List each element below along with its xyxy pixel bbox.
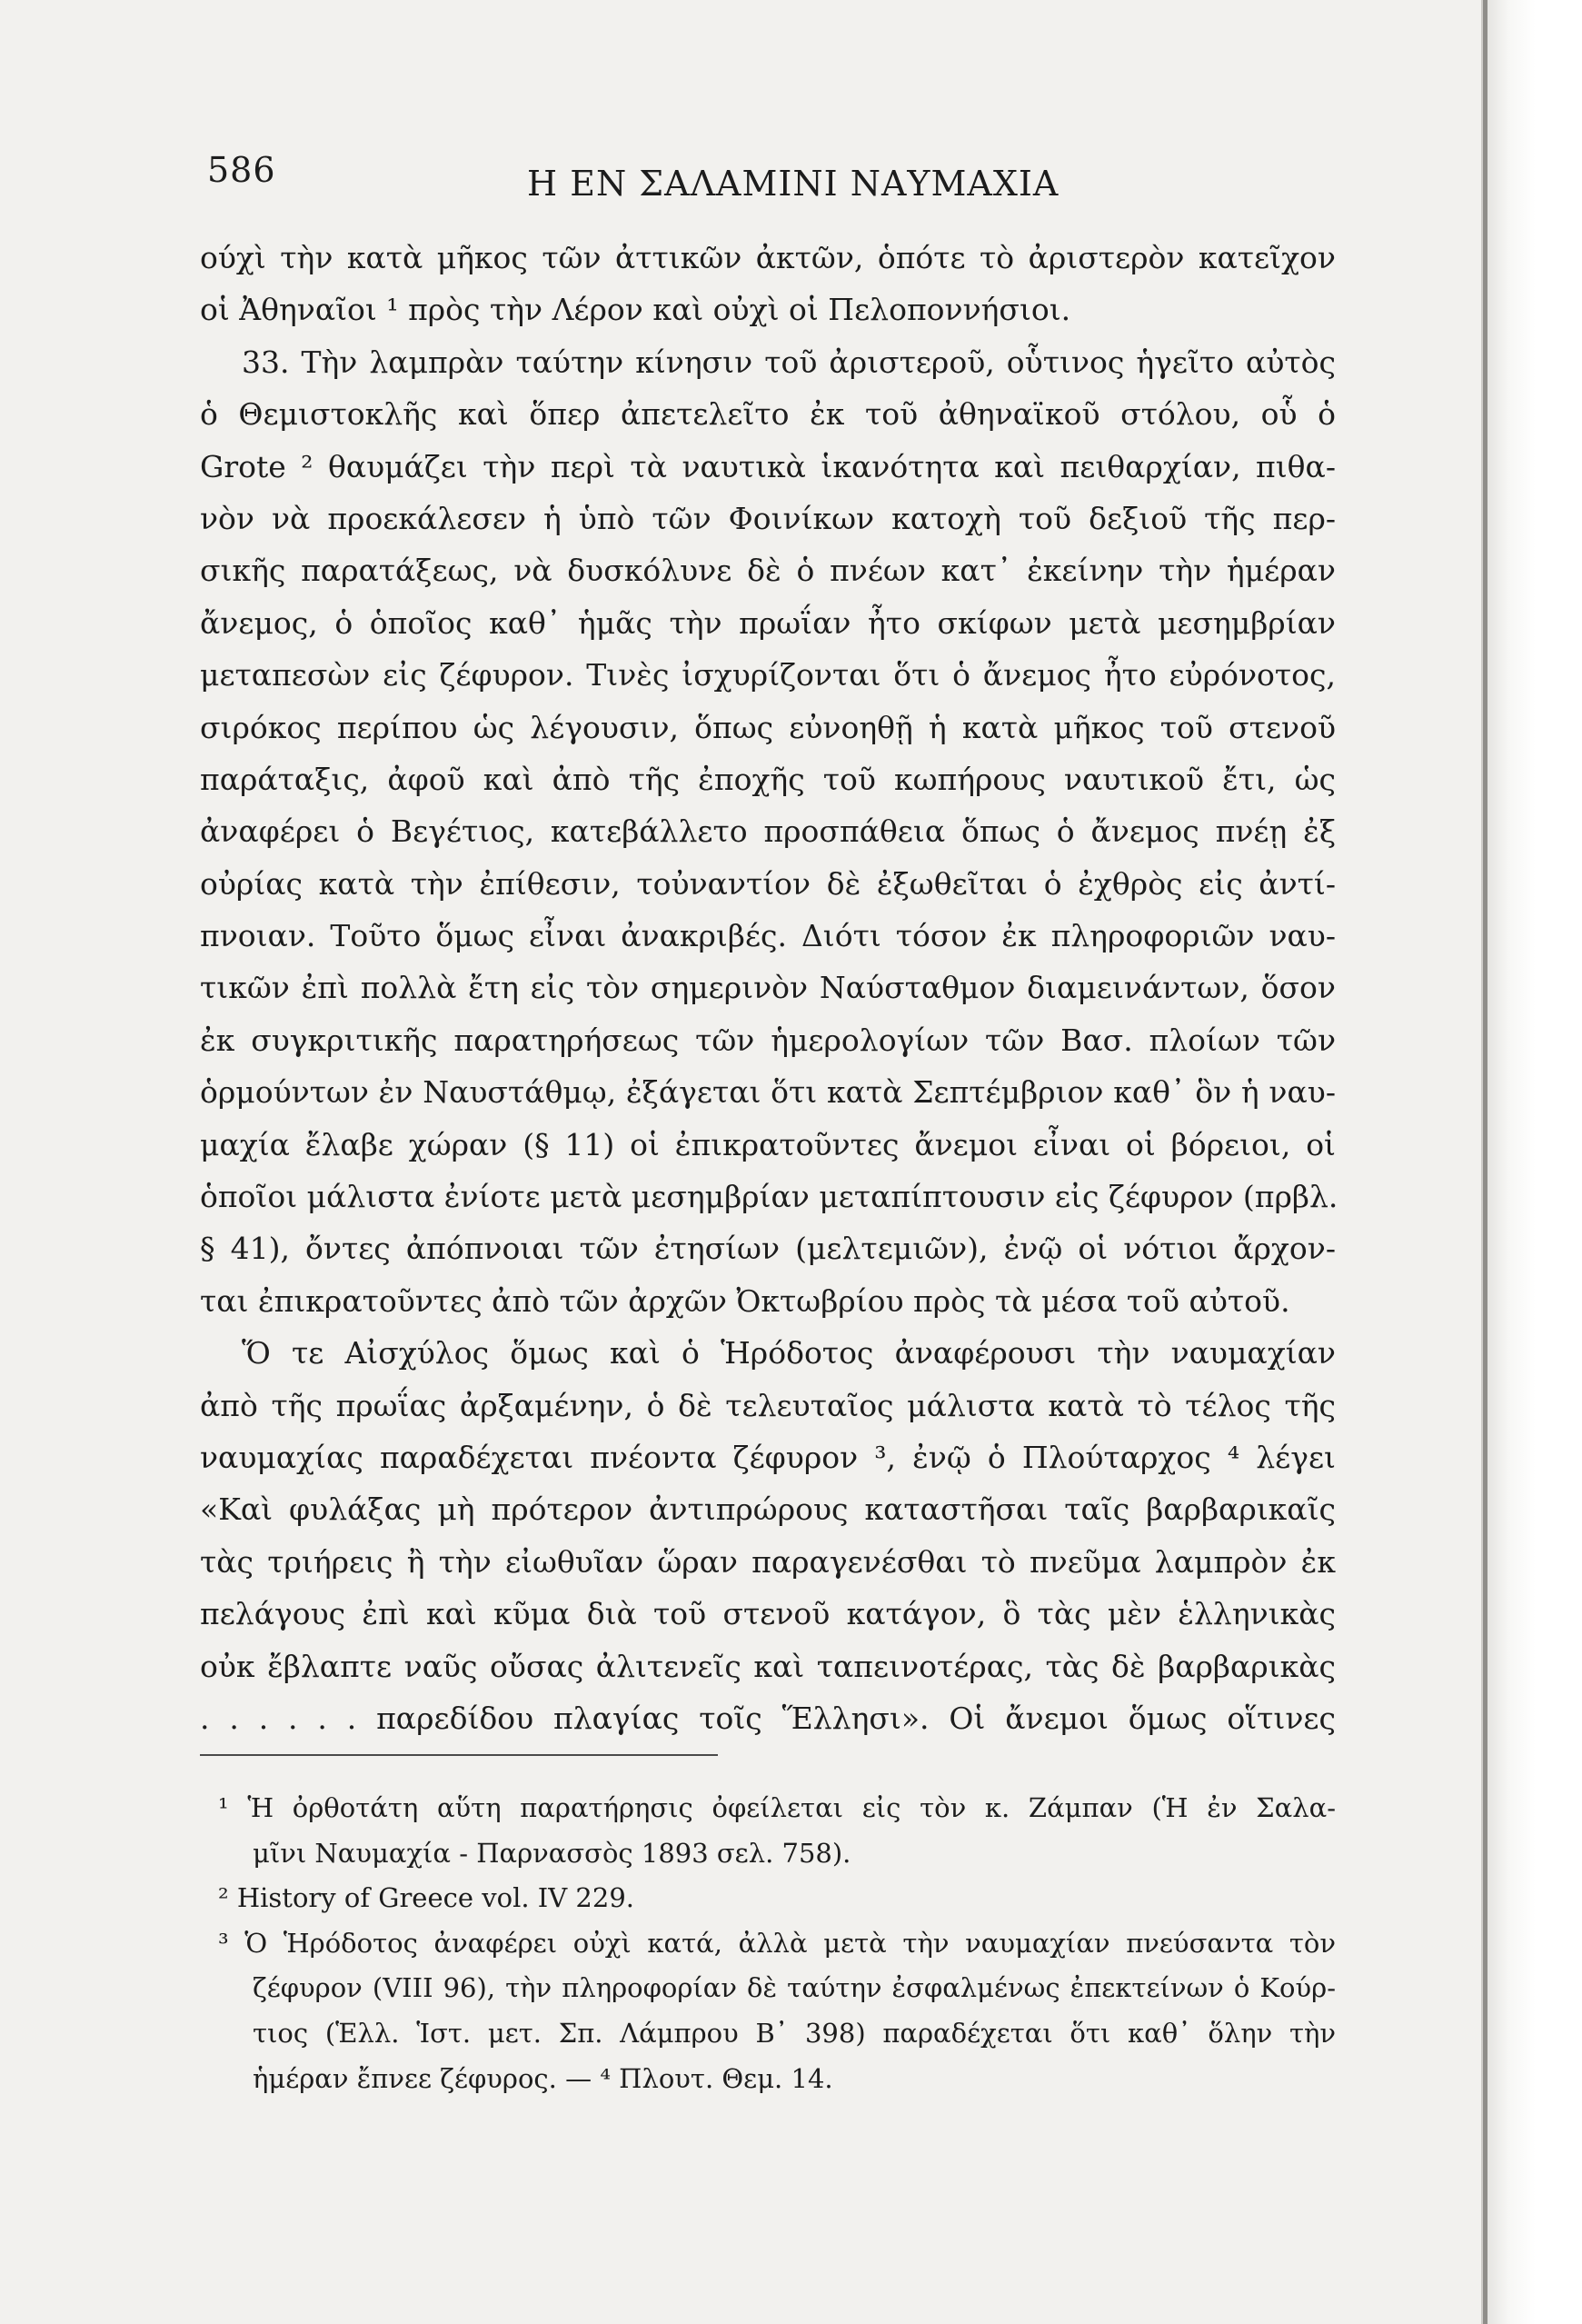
body-line: πελάγους ἐπὶ καὶ κῦμα διὰ τοῦ στενοῦ κατάγον, ὃ τὰς μὲν ἑλληνικὰς (200, 1596, 1336, 1632)
footnotes (218, 1786, 1336, 2101)
body-line: ὁρμούντων ἐν Ναυστάθμῳ, ἐξάγεται ὅτι κατὰ Σεπτέμβριον καθ᾽ ὃν ἡ ναυ- (200, 1074, 1336, 1111)
footnote-line: ¹ Ἡ ὀρθοτάτη αὕτη παρατήρησις ὀφείλεται εἰς τὸν κ. Ζάμπαν (Ἡ ἐν Σαλα- (218, 1792, 1336, 1823)
body-line: . . . . . . παρεδίδου πλαγίας τοῖς Ἕλλησι». Οἱ ἄνεμοι ὅμως οἵτινες (200, 1700, 1336, 1736)
body-line: οὐκ ἔβλαπτε ναῦς οὔσας ἀλιτενεῖς καὶ ταπεινοτέρας, τὰς δὲ βαρβαρικὰς (200, 1648, 1336, 1684)
footnote-line: ³ Ὁ Ἡρόδοτος ἀναφέρει οὐχὶ κατά, ἀλλὰ μετὰ τὴν ναυμαχίαν πνεύσαντα τὸν (218, 1927, 1336, 1959)
footnote-line: ἡμέραν ἔπνεε ζέφυρος. — ⁴ Πλουτ. Θεμ. 14. (253, 2062, 833, 2094)
body-line: § 41), ὄντες ἀπόπνοιαι τῶν ἐτησίων (μελτεμιῶν), ἐνῷ οἱ νότιοι ἄρχον- (200, 1231, 1336, 1267)
page-number: 586 (207, 150, 276, 190)
body-line: σιρόκος περίπου ὡς λέγουσιν, ὅπως εὐνοηθῇ ἡ κατὰ μῆκος τοῦ στενοῦ (200, 709, 1336, 745)
body-line: ἀναφέρει ὁ Βεγέτιος, κατεβάλλετο προσπάθεια ὅπως ὁ ἄνεμος πνέῃ ἐξ (200, 813, 1336, 850)
body-line: ὁ Θεμιστοκλῆς καὶ ὅπερ ἀπετελεῖτο ἐκ τοῦ ἀθηναϊκοῦ στόλου, οὗ ὁ (200, 396, 1336, 433)
footnote-line: μῖνι Ναυμαχία - Παρνασσὸς 1893 σελ. 758). (253, 1837, 851, 1869)
body-line: παράταξις, ἀφοῦ καὶ ἀπὸ τῆς ἐποχῆς τοῦ κωπήρους ναυτικοῦ ἔτι, ὡς (200, 761, 1336, 797)
body-line: μεταπεσὼν εἰς ζέφυρον. Τινὲς ἰσχυρίζονται ὅτι ὁ ἄνεμος ἦτο εὐρόνοτος, (200, 657, 1336, 693)
body-line: ναυμαχίας παραδέχεται πνέοντα ζέφυρον ³, ἐνῷ ὁ Πλούταρχος ⁴ λέγει (200, 1439, 1336, 1475)
body-line: οἱ Ἀθηναῖοι ¹ πρὸς τὴν Λέρον καὶ οὐχὶ οἱ Πελοποννήσιοι. (200, 292, 1071, 328)
body-line: σικῆς παρατάξεως, νὰ δυσκόλυνε δὲ ὁ πνέων κατ᾽ ἐκείνην τὴν ἡμέραν (200, 553, 1336, 589)
page-edge-shadow (1481, 0, 1582, 2324)
body-line: ούχὶ τὴν κατὰ μῆκος τῶν ἀττικῶν ἀκτῶν, ὁπότε τὸ ἀριστερὸν κατεῖχον (200, 240, 1336, 275)
running-head: Η ΕΝ ΣΑΛΑΜΙΝΙ ΝΑΥΜΑΧΙΑ (527, 164, 1060, 204)
footnote-line: τιος (Ἑλλ. Ἱστ. μετ. Σπ. Λάμπρου Β᾽ 398) παραδέχεται ὅτι καθ᾽ ὅλην τὴν (253, 2017, 1336, 2049)
body-line: Ὅ τε Αἰσχύλος ὅμως καὶ ὁ Ἡρόδοτος ἀναφέρουσι τὴν ναυμαχίαν (242, 1335, 1336, 1371)
body-line: τικῶν ἐπὶ πολλὰ ἔτη εἰς τὸν σημερινὸν Ναύσταθμον διαμεινάντων, ὅσον (200, 970, 1336, 1006)
body-line: ἐκ συγκριτικῆς παρατηρήσεως τῶν ἡμερολογίων τῶν Βασ. πλοίων τῶν (200, 1022, 1336, 1058)
body-line: νὸν νὰ προεκάλεσεν ἡ ὑπὸ τῶν Φοινίκων κατοχὴ τοῦ δεξιοῦ τῆς περ- (200, 500, 1336, 536)
body-text (200, 232, 1336, 1744)
body-line: ται ἐπικρατοῦντες ἀπὸ τῶν ἀρχῶν Ὀκτωβρίου πρὸς τὰ μέσα τοῦ αὐτοῦ. (200, 1282, 1290, 1319)
body-line: μαχία ἔλαβε χώραν (§ 11) οἱ ἐπικρατοῦντες ἄνεμοι εἶναι οἱ βόρειοι, οἱ (200, 1126, 1336, 1162)
footnote-line: ζέφυρον (VIII 96), τὴν πληροφορίαν δὲ ταύτην ἐσφαλμένως ἐπεκτείνων ὁ Κούρ- (253, 1972, 1336, 2004)
footnote-rule (200, 1754, 718, 1756)
footnote-line: ² History of Greece vol. IV 229. (218, 1882, 634, 1914)
body-line: Grote ² θαυμάζει τὴν περὶ τὰ ναυτικὰ ἱκανότητα καὶ πειθαρχίαν, πιθα- (200, 448, 1336, 484)
body-line: τὰς τριήρεις ἢ τὴν εἰωθυῖαν ὥραν παραγενέσθαι τὸ πνεῦμα λαμπρὸν ἐκ (200, 1543, 1336, 1580)
body-line: «Καὶ φυλάξας μὴ πρότερον ἀντιπρώρους καταστῆσαι ταῖς βαρβαρικαῖς (200, 1491, 1336, 1528)
body-line: πνοιαν. Τοῦτο ὅμως εἶναι ἀνακριβές. Διότι τόσον ἐκ πληροφοριῶν ναυ- (200, 918, 1336, 954)
body-line: ὁποῖοι μάλιστα ἐνίοτε μετὰ μεσημβρίαν μεταπίπτουσιν εἰς ζέφυρον (πρβλ. (200, 1179, 1338, 1215)
body-line: ἀπὸ τῆς πρωΐας ἀρξαμένην, ὁ δὲ τελευταῖος μάλιστα κατὰ τὸ τέλος τῆς (200, 1387, 1336, 1423)
body-line: οὐρίας κατὰ τὴν ἐπίθεσιν, τοὐναντίον δὲ ἐξωθεῖται ὁ ἐχθρὸς εἰς ἀντί- (200, 865, 1336, 902)
page-fold-line (1483, 0, 1487, 2324)
body-line: 33. Τὴν λαμπρὰν ταύτην κίνησιν τοῦ ἀριστεροῦ, οὗτινος ἡγεῖτο αὐτὸς (242, 344, 1336, 380)
body-line: ἄνεμος, ὁ ὁποῖος καθ᾽ ἡμᾶς τὴν πρωΐαν ἦτο σκίφων μετὰ μεσημβρίαν (200, 604, 1336, 641)
